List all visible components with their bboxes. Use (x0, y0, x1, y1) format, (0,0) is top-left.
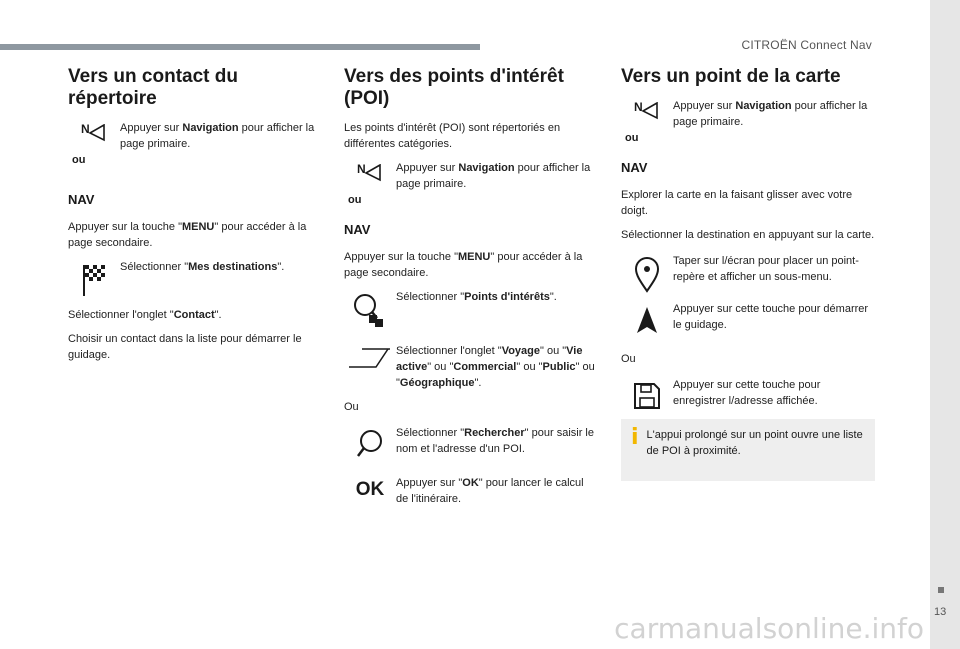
step-contact-tab: Sélectionner l'onglet "Contact". (68, 309, 222, 321)
step-pin: Taper sur l/écran pour placer un point-repère et afficher un sous-menu. (673, 255, 859, 283)
nav-button-label: NAV (344, 222, 371, 237)
page-marker (938, 587, 944, 593)
section-map-point (621, 66, 875, 481)
navigation-icon: N ou (68, 120, 120, 170)
info-text: L'appui prolongé sur un point ouvre une liste de POI à proximité. (646, 429, 863, 457)
ok-button: OK (355, 479, 385, 500)
step-navigation: Appuyer sur Navigation pour afficher la page primaire. (120, 122, 315, 150)
watermark: carmanualsonline.info (614, 612, 924, 645)
or-separator: Ou (621, 353, 636, 365)
navigation-icon: N ou (621, 98, 673, 148)
tab-bar-icon (344, 343, 396, 369)
section-title: Vers des points d'intérêt (POI) (344, 66, 564, 109)
poi-intro: Les points d'intérêt (POI) sont répertoriés en différentes catégories. (344, 122, 561, 150)
start-guidance-icon (621, 301, 673, 335)
step-start: Appuyer sur cette touche pour démarrer le guidage. (673, 303, 869, 331)
info-note (621, 419, 875, 481)
step-menu: Appuyer sur la touche "MENU" pour accéder à la page secondaire. (68, 221, 307, 249)
header-rule (0, 44, 480, 50)
save-icon (621, 377, 673, 411)
poi-search-icon (344, 289, 396, 329)
nav-button-label: NAV (621, 160, 648, 175)
or-separator: Ou (344, 401, 359, 413)
section-title: Vers un contact du répertoire (68, 66, 238, 109)
info-icon: i (631, 425, 639, 450)
navigation-icon: N ou (344, 160, 396, 210)
step-navigation: Appuyer sur Navigation pour afficher la page primaire. (673, 100, 868, 128)
step-ok: Appuyer sur "OK" pour lancer le calcul de l'itinéraire. (396, 477, 584, 505)
step-choose-contact: Choisir un contact dans la liste pour démarrer le guidage. (68, 333, 302, 361)
search-icon (344, 425, 396, 461)
section-contact (68, 66, 323, 371)
nav-button-label: NAV (68, 192, 95, 207)
step-poi: Sélectionner "Points d'intérêts". (396, 291, 557, 303)
page-sidebar (930, 0, 960, 649)
step-explore: Explorer la carte en la faisant glisser avec votre doigt. (621, 189, 853, 217)
step-select: Sélectionner la destination en appuyant sur la carte. (621, 229, 875, 241)
step-navigation: Appuyer sur Navigation pour afficher la page primaire. (396, 162, 591, 190)
brand-title: CITROËN Connect Nav (741, 38, 872, 52)
checkered-flag-icon (68, 259, 120, 297)
step-destinations: Sélectionner "Mes destinations". (120, 261, 285, 273)
section-title: Vers un point de la carte (621, 66, 841, 87)
page-number: 13 (934, 606, 947, 618)
step-search: Sélectionner "Rechercher" pour saisir le nom et l'adresse d'un POI. (396, 427, 594, 455)
step-save: Appuyer sur cette touche pour enregistrer l/adresse affichée. (673, 379, 821, 407)
section-poi (344, 66, 596, 515)
step-categories: Sélectionner l'onglet "Voyage" ou "Vie active" ou "Commercial" ou "Public" ou "Géographique". (396, 345, 595, 389)
map-pin-icon (621, 253, 673, 293)
step-menu: Appuyer sur la touche "MENU" pour accéder à la page secondaire. (344, 251, 583, 279)
